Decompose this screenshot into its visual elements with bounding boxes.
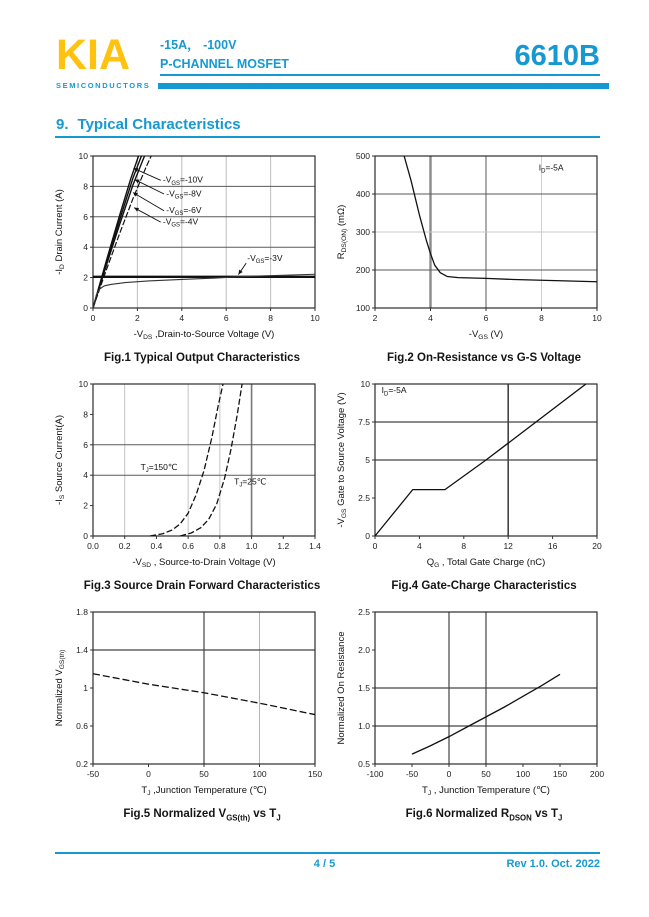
svg-text:ID=-5A: $I_D=-5A$: [538, 162, 564, 175]
svg-text:4: 4: [428, 313, 433, 323]
figure-1-typical-output-characteristics: [53, 150, 335, 364]
svg-text:-VGS=-3V: $-V_{GS}=-3V$: [247, 252, 283, 266]
section-heading: [56, 116, 241, 133]
svg-text:16: 16: [547, 541, 558, 551]
svg-text:500: 500: [355, 151, 370, 161]
svg-text:1.0: 1.0: [245, 541, 258, 551]
footer-page-number: 4 / 5: [313, 858, 336, 870]
svg-text:1.4: 1.4: [309, 541, 321, 551]
chart-caption-fig2: Fig.2 On-Resistance vs G-S Voltage: [386, 352, 582, 364]
svg-text:0: 0: [146, 769, 151, 779]
svg-text:8: 8: [539, 313, 544, 323]
chart-caption-fig3: Fig.3 Source Drain Forward Characteristics: [83, 580, 321, 592]
svg-text:100: 100: [515, 769, 531, 779]
svg-text:1.5: 1.5: [358, 683, 370, 693]
svg-text:-VGS=-6V: $-V_{GS}=-6V$: [166, 205, 202, 218]
svg-text:1.4: 1.4: [76, 645, 88, 655]
chart-canvas-fig1: [53, 150, 325, 346]
svg-text:0.2: 0.2: [76, 759, 88, 769]
chart-canvas-fig3: [53, 378, 325, 574]
svg-text:1: 1: [83, 683, 88, 693]
figure-4-gate-charge-characteristics: [335, 378, 617, 592]
svg-text:0.5: 0.5: [358, 759, 370, 769]
device-rating: -15A， -100V: [160, 38, 237, 52]
svg-text:10: 10: [310, 313, 320, 323]
svg-text:0: 0: [90, 313, 96, 323]
svg-text:1.8: 1.8: [76, 607, 88, 617]
device-title: [160, 36, 289, 74]
svg-text:-VGS=-4V: $-V_{GS}=-4V$: [162, 216, 199, 229]
svg-text:-100: -100: [366, 769, 384, 779]
chart-canvas-fig6: [335, 606, 607, 802]
svg-text:4: 4: [83, 470, 88, 481]
svg-text:6: 6: [483, 313, 489, 323]
svg-text:400: 400: [355, 189, 370, 199]
svg-text:50: 50: [199, 769, 209, 779]
footer-rule: [55, 852, 600, 854]
svg-text:8: 8: [83, 181, 88, 192]
svg-text:0: 0: [372, 541, 378, 551]
svg-text:-VGS=-10V: $-V_{GS}=-10V$: [162, 174, 203, 187]
svg-text:TJ ,Junction Temperature (℃): $T_J$ ,Junction Temperature (℃): [141, 785, 267, 798]
svg-text:50: 50: [481, 769, 491, 779]
figure-5-normalized-vgsth-vs-tj: [53, 606, 335, 822]
svg-text:2.0: 2.0: [358, 645, 370, 655]
svg-text:-50: -50: [405, 769, 419, 779]
svg-text:0.4: 0.4: [150, 541, 163, 551]
chart-caption-fig1: Fig.1 Typical Output Characteristics: [104, 352, 300, 364]
svg-text:4: 4: [179, 313, 185, 323]
footer-revision: Rev 1.0. Oct. 2022: [506, 858, 600, 870]
svg-text:TJ , Junction Temperature (℃): $T_J$ , Junction Temperature (℃): [422, 785, 550, 798]
svg-text:10: 10: [360, 379, 370, 389]
svg-text:Normalized On Resistance: Normalized On Resistance: [336, 631, 347, 745]
svg-text:100: 100: [252, 769, 267, 779]
svg-text:6: 6: [83, 439, 88, 450]
header-thin-rule: [160, 74, 600, 76]
svg-text:6: 6: [83, 211, 88, 222]
section-title: Typical Characteristics: [77, 116, 241, 133]
device-type: P-CHANNEL MOSFET: [160, 56, 289, 71]
section-number: 9.: [56, 116, 69, 133]
chart-caption-fig6: Fig.6 Normalized $R_{DSON}$ vs $T_J$: [405, 808, 563, 823]
svg-text:150: 150: [552, 769, 568, 779]
svg-text:300: 300: [355, 227, 370, 237]
svg-text:RDS(ON) (mΩ): $R_{DS(ON)}$ (mΩ): [336, 204, 349, 260]
svg-text:0: 0: [83, 303, 88, 313]
svg-text:-VGS Gate to Source Voltage (: $-V_{GS}$ Gate to Source Voltage (V): [336, 392, 349, 528]
svg-text:2.5: 2.5: [358, 607, 370, 617]
svg-text:ID=-5A: $I_D=-5A$: [381, 385, 407, 398]
svg-text:8: 8: [268, 313, 273, 323]
svg-text:-VSD , Source-to-Drain Voltage: $-V_{SD}$ , Source-to-Drain Voltage (V): [132, 557, 276, 570]
svg-text:5: 5: [365, 455, 370, 465]
svg-text:-VDS ,Drain-to-Source Voltage: $-V_{DS}$ ,Drain-to-Source Voltage (V): [133, 329, 275, 342]
svg-text:0: 0: [446, 769, 452, 779]
figure-6-normalized-rdson-vs-tj: [335, 606, 617, 822]
svg-text:6: 6: [223, 313, 229, 323]
chart-caption-fig4: Fig.4 Gate-Charge Characteristics: [391, 580, 577, 592]
svg-text:TJ=25℃: $T_J=25℃$: [234, 476, 267, 489]
chart-canvas-fig4: [335, 378, 607, 574]
svg-text:2: 2: [135, 313, 140, 323]
logo-text: KIA: [56, 31, 131, 79]
svg-text:100: 100: [355, 303, 370, 313]
header-thick-rule: [158, 83, 609, 89]
svg-text:QG , Total Gate Charge (nC): $Q_G$ , Total Gate Charge (nC): [426, 557, 546, 570]
svg-text:8: 8: [83, 409, 88, 420]
svg-text:200: 200: [589, 769, 605, 779]
chart-canvas-fig5: [53, 606, 325, 802]
chart-caption-fig5: Fig.5 Normalized $V_{GS(th)}$ vs $T_J$: [123, 808, 281, 823]
svg-text:2: 2: [83, 500, 88, 511]
svg-text:1.2: 1.2: [277, 541, 290, 551]
svg-text:0: 0: [365, 531, 370, 541]
svg-text:Normalized VGS(th): Normalized $V_{GS(th)}$: [54, 649, 67, 727]
svg-text:-VGS (V): $-V_{GS}$ (V): [468, 329, 504, 342]
svg-text:10: 10: [78, 379, 88, 389]
svg-text:0.2: 0.2: [118, 541, 131, 551]
svg-text:10: 10: [592, 313, 602, 323]
charts-grid: [53, 150, 617, 822]
svg-text:0: 0: [83, 531, 88, 541]
svg-text:4: 4: [83, 242, 88, 253]
svg-text:-50: -50: [86, 769, 100, 779]
svg-text:-ID Drain Current (A): $-I_D$ Drain Current (A): [54, 189, 67, 275]
part-number: 6610B: [514, 40, 600, 72]
svg-text:2.5: 2.5: [358, 493, 370, 503]
svg-text:2: 2: [83, 272, 88, 283]
svg-text:1.0: 1.0: [358, 721, 370, 731]
figure-3-source-drain-forward-characteristics: [53, 378, 335, 592]
svg-text:-VGS=-8V: $-V_{GS}=-8V$: [166, 188, 202, 201]
svg-text:20: 20: [592, 541, 602, 551]
svg-text:10: 10: [78, 151, 88, 161]
logo-subtext: SEMICONDUCTORS: [56, 81, 151, 90]
figure-2-on-resistance-vs-gs-voltage: [335, 150, 617, 364]
svg-text:2: 2: [372, 313, 378, 323]
logo: [56, 31, 151, 90]
svg-text:7.5: 7.5: [358, 417, 370, 427]
svg-text:0.6: 0.6: [76, 721, 88, 731]
svg-text:8: 8: [461, 541, 467, 551]
svg-text:0.8: 0.8: [213, 541, 226, 551]
svg-text:12: 12: [503, 541, 513, 551]
svg-text:150: 150: [307, 769, 323, 779]
svg-text:0.0: 0.0: [87, 541, 99, 551]
section-rule: [55, 136, 600, 138]
chart-canvas-fig2: [335, 150, 607, 346]
svg-text:TJ=150℃: $T_J=150℃$: [140, 461, 178, 475]
svg-text:-IS Source Current(A): $-I_S$ Source Current(A): [54, 415, 67, 505]
svg-text:0.6: 0.6: [182, 541, 195, 551]
svg-text:4: 4: [417, 541, 422, 551]
svg-text:200: 200: [355, 265, 370, 275]
